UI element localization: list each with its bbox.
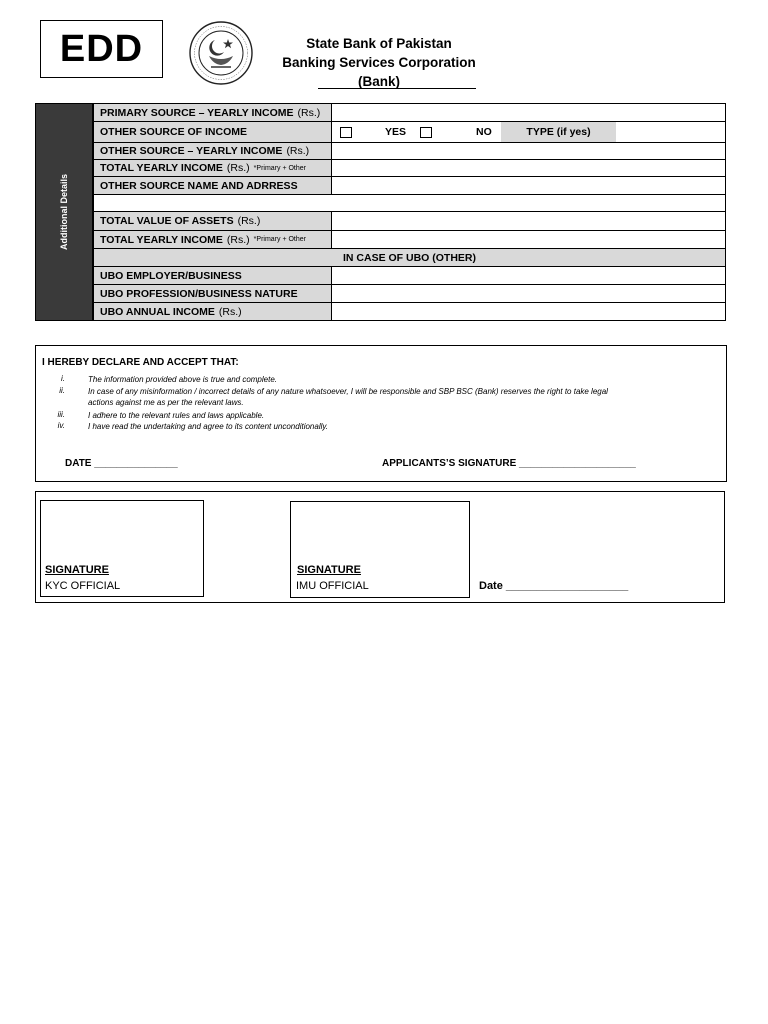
side-label-wrap [35, 103, 93, 321]
label-text: TOTAL VALUE OF ASSETS [100, 215, 234, 227]
note-text: *Primary + Other [253, 236, 306, 243]
label-text: PRIMARY SOURCE – YEARLY INCOME [100, 106, 294, 119]
label-text: OTHER SOURCE NAME AND ADRRESS [100, 179, 298, 192]
row-address-blank[interactable] [94, 195, 725, 212]
side-label: Additional Details [59, 173, 70, 251]
row-label [94, 160, 332, 176]
header-rule [318, 88, 476, 89]
row-ubo-profession [94, 285, 725, 303]
decl-num-4: iv. [57, 421, 65, 430]
yes-label: YES [385, 126, 407, 138]
kyc-official-label: KYC OFFICIAL [45, 580, 121, 592]
unit-text: (Rs.) [218, 305, 242, 318]
type-label: TYPE (if yes) [501, 122, 616, 142]
decl-item-1: The information provided above is true and complete. [88, 375, 277, 384]
row-label [94, 122, 332, 142]
decl-item-3: I adhere to the relevant rules and laws applicable. [88, 411, 265, 420]
label-text: OTHER SOURCE – YEARLY INCOME [100, 145, 283, 157]
row-label [94, 303, 332, 320]
decl-num-3: iii. [57, 410, 65, 419]
bank-subtitle: Banking Services Corporation (Bank) [282, 55, 476, 89]
label-text: TOTAL YEARLY INCOME [100, 233, 223, 246]
note-text: *Primary + Other [253, 164, 306, 172]
decl-num-1: i. [61, 374, 65, 383]
unit-text: (Rs.) [237, 215, 261, 227]
row-label [94, 212, 332, 230]
label-text: TOTAL YEARLY INCOME [100, 162, 223, 174]
bank-name: State Bank of Pakistan [306, 36, 452, 51]
row-total-yearly [94, 160, 725, 177]
row-label [94, 285, 332, 302]
row-label [94, 143, 332, 159]
row-other-source-name [94, 177, 725, 195]
row-label [94, 104, 332, 121]
unit-text: (Rs.) [286, 145, 310, 157]
unit-text: (Rs.) [226, 162, 250, 174]
kyc-signature-title: SIGNATURE [45, 564, 109, 576]
declaration-date[interactable]: DATE _______________ [65, 458, 178, 469]
row-label [94, 231, 332, 248]
row-other-source-yearly [94, 143, 725, 160]
decl-item-2-cont: actions against me as per the relevant laws. [88, 398, 244, 407]
no-label: NO [476, 126, 492, 138]
bank-title-block [262, 34, 496, 91]
decl-item-4: I have read the undertaking and agree to its content unconditionally. [88, 422, 329, 431]
row-label [94, 177, 332, 194]
row-total-assets [94, 212, 725, 231]
additional-details-table [93, 103, 726, 321]
label-text: UBO ANNUAL INCOME [100, 305, 215, 318]
label-text: OTHER SOURCE OF INCOME [100, 126, 248, 138]
row-primary-source [94, 104, 725, 122]
row-ubo-income [94, 303, 725, 320]
label-text: UBO PROFESSION/BUSINESS NATURE [100, 287, 298, 300]
form-code: EDD [59, 27, 144, 70]
sbp-bsc-seal-icon [185, 20, 257, 86]
unit-text: (Rs.) [297, 106, 321, 119]
ubo-section-label: IN CASE OF UBO (OTHER) [94, 249, 725, 266]
declaration-title: I HEREBY DECLARE AND ACCEPT THAT: [42, 357, 239, 368]
row-ubo-employer [94, 267, 725, 285]
row-label [94, 267, 332, 284]
row-ubo-header [94, 249, 725, 267]
row-total-yearly-2 [94, 231, 725, 249]
row-other-source [94, 122, 725, 143]
decl-num-2: ii. [59, 386, 65, 395]
imu-official-label: IMU OFFICIAL [296, 580, 369, 592]
label-text: UBO EMPLOYER/BUSINESS [100, 269, 242, 282]
form-code-box [40, 20, 163, 78]
officials-date[interactable]: Date ____________________ [479, 580, 629, 592]
decl-item-2: In case of any misinformation / incorrect details of any nature whatsoever, I will be responsible and SBP BSC (Bank) reserves the right to take legal [88, 387, 608, 396]
imu-signature-title: SIGNATURE [297, 564, 361, 576]
applicant-signature[interactable]: APPLICANTS’S SIGNATURE _____________________ [382, 458, 636, 469]
unit-text: (Rs.) [226, 233, 250, 246]
yes-checkbox[interactable] [340, 127, 352, 138]
no-checkbox[interactable] [420, 127, 432, 138]
